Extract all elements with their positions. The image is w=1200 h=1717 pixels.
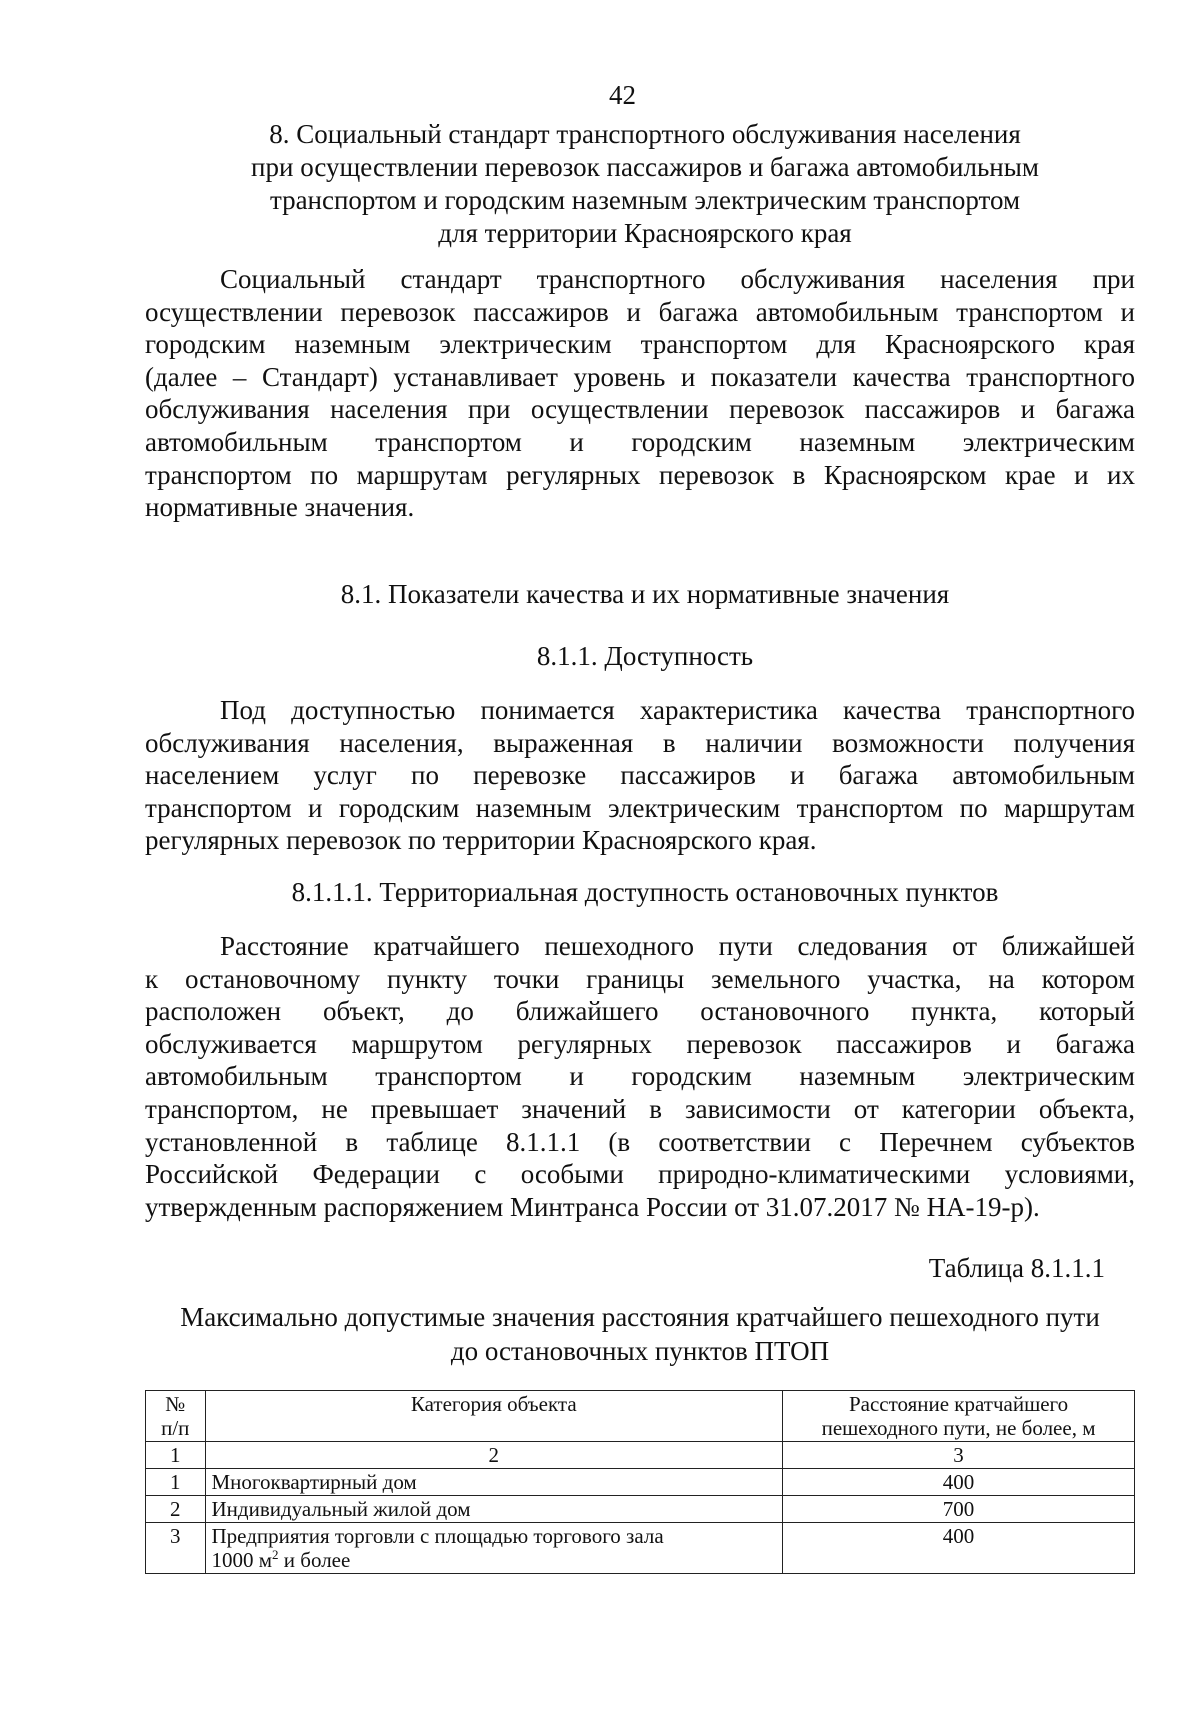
paragraph-line: населением услуг по перевозке пассажиров и багажа автомобильным — [145, 760, 1135, 791]
table-cell: 2 — [205, 1442, 783, 1469]
cell-text: и более — [278, 1548, 351, 1572]
paragraph-line: установленной в таблице 8.1.1.1 (в соответствии с Перечнем субъектов — [145, 1126, 1135, 1157]
table-column-number-row — [146, 1442, 1135, 1469]
table-cell: Индивидуальный жилой дом — [205, 1496, 783, 1523]
paragraph-line: транспортом по маршрутам регулярных перевозок в Красноярском крае и их — [145, 459, 1135, 490]
paragraph-line: обслуживания населения, выраженная в наличии возможности получения — [145, 727, 1135, 758]
paragraph-line: нормативные значения. — [145, 492, 415, 523]
table-row — [146, 1496, 1135, 1523]
subheading-8-1-1-1 — [150, 876, 1140, 909]
table-cell: 400 — [783, 1469, 1135, 1496]
table-title-line: Максимально допустимые значения расстояния кратчайшего пешеходного пути — [180, 1302, 1100, 1332]
subheading-text: 8.1. Показатели качества и их нормативные значения — [340, 579, 950, 609]
paragraph-line: Под доступностью понимается характеристика качества транспортного — [220, 695, 1135, 725]
table-caption: Таблица 8.1.1.1 — [928, 1253, 1105, 1283]
header-distance — [783, 1391, 1135, 1442]
header-text: Расстояние кратчайшего — [848, 1392, 1069, 1416]
table-title — [145, 1300, 1135, 1368]
table-cell: 3 — [146, 1523, 206, 1574]
table-cell: 1 — [146, 1442, 206, 1469]
page-number: 42 — [609, 80, 636, 110]
table-cell: Многоквартирный дом — [205, 1469, 783, 1496]
table-row — [146, 1469, 1135, 1496]
header-number — [146, 1391, 206, 1442]
paragraph-line: (далее – Стандарт) устанавливает уровень и показатели качества транспортного — [145, 361, 1135, 392]
table-cell-line — [212, 1548, 777, 1572]
availability-paragraph — [145, 694, 1135, 857]
paragraph-line: транспортом и городским наземным электрическим транспортом по маршрутам — [145, 792, 1135, 823]
header-text: Категория объекта — [410, 1392, 577, 1416]
table-header-row — [146, 1391, 1135, 1442]
table-cell: 700 — [783, 1496, 1135, 1523]
paragraph-line: утвержденным распоряжением Минтранса России от 31.07.2017 № НА-19-р). — [145, 1191, 1040, 1222]
header-category — [205, 1391, 783, 1442]
heading-line: транспортом и городским наземным электрическим транспортом — [269, 185, 1021, 215]
header-text: № — [165, 1392, 186, 1416]
distance-paragraph — [145, 930, 1135, 1223]
paragraph-line: обслуживания населения при осуществлении перевозок пассажиров и багажа — [145, 394, 1135, 425]
header-text: п/п — [161, 1416, 190, 1440]
table-cell: 1 — [146, 1469, 206, 1496]
table-cell: 400 — [783, 1523, 1135, 1574]
distance-table — [145, 1390, 1135, 1574]
table-title-line: до остановочных пунктов ПТОП — [450, 1336, 830, 1366]
subheading-text: 8.1.1.1. Территориальная доступность остановочных пунктов — [291, 877, 999, 907]
intro-paragraph — [145, 263, 1135, 524]
table-row — [146, 1523, 1135, 1574]
table-cell: 3 — [783, 1442, 1135, 1469]
paragraph-line: к остановочному пункту точки границы земельного участка, на котором — [145, 963, 1135, 994]
superscript: 2 — [272, 1547, 279, 1562]
paragraph-line: Расстояние кратчайшего пешеходного пути следования от ближайшей — [220, 931, 1135, 961]
paragraph-line: Российской Федерации с особыми природно-климатическими условиями, — [145, 1159, 1135, 1190]
paragraph-line: регулярных перевозок по территории Красноярского края. — [145, 825, 817, 856]
subheading-text: 8.1.1. Доступность — [536, 641, 754, 671]
subheading-8-1 — [150, 578, 1140, 611]
paragraph-line: автомобильным транспортом и городским наземным электрическим — [145, 426, 1135, 457]
paragraph-line: транспортом, не превышает значений в зависимости от категории объекта, — [145, 1093, 1135, 1124]
header-text: пешеходного пути, не более, м — [821, 1416, 1096, 1440]
cell-text: 1000 м — [211, 1548, 273, 1572]
paragraph-line: обслуживается маршрутом регулярных перевозок пассажиров и багажа — [145, 1028, 1135, 1059]
heading-line: для территории Красноярского края — [438, 218, 852, 248]
paragraph-line: городским наземным электрическим транспортом для Красноярского края — [145, 329, 1135, 360]
table-cell-line: Предприятия торговли с площадью торгового зала — [211, 1524, 664, 1548]
heading-line: при осуществлении перевозок пассажиров и багажа автомобильным — [251, 152, 1039, 182]
subheading-8-1-1 — [150, 640, 1140, 673]
paragraph-line: расположен объект, до ближайшего остановочного пункта, который — [145, 996, 1135, 1027]
paragraph-line: Социальный стандарт транспортного обслуживания населения при — [220, 264, 1135, 294]
section-heading — [150, 118, 1140, 250]
paragraph-line: осуществлении перевозок пассажиров и багажа автомобильным транспортом и — [145, 296, 1135, 327]
heading-line: 8. Социальный стандарт транспортного обслуживания населения — [269, 119, 1021, 149]
table-cell — [205, 1523, 783, 1574]
paragraph-line: автомобильным транспортом и городским наземным электрическим — [145, 1061, 1135, 1092]
table-cell: 2 — [146, 1496, 206, 1523]
